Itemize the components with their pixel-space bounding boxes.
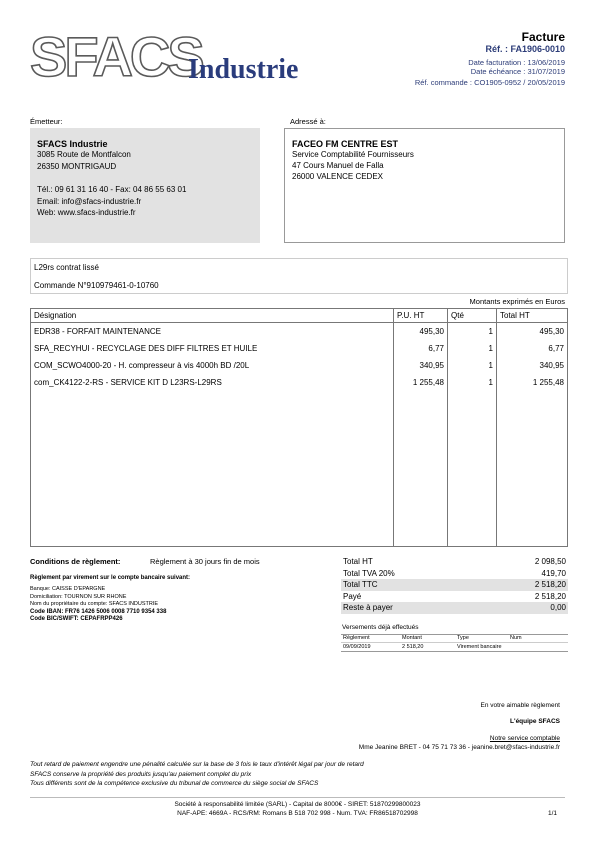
subject-box [30, 258, 568, 294]
recipient-line1: Service Comptabilité Fournisseurs [292, 150, 414, 159]
recipient-line2: 47 Cours Manuel de Falla [292, 161, 384, 170]
payment-date: 09/09/2019 [343, 644, 371, 650]
item-total: 495,30 [497, 323, 568, 341]
payments-col-type: Type [457, 635, 469, 641]
item-unit-price: 340,95 [394, 357, 448, 374]
payment-amount: 2 518,20 [402, 644, 424, 650]
total-ht-value: 2 098,50 [534, 557, 566, 566]
col-total: Total HT [497, 309, 568, 323]
item-unit-price: 6,77 [394, 340, 448, 357]
col-unit-price: P.U. HT [394, 309, 448, 323]
legal-line1: Tout retard de paiement engendre une pénalité calculée sur la base de 3 fois le taux d'intérêt légal par jour de retard [30, 761, 364, 768]
bank-name: Banque: CAISSE D'EPARGNE [30, 586, 106, 592]
item-quantity: 1 [448, 323, 497, 341]
recipient-name: FACEO FM CENTRE EST [292, 139, 399, 149]
subject-line2: Commande N°910979461-0-10760 [34, 281, 159, 290]
footer-divider [30, 797, 565, 798]
table-row [31, 323, 568, 341]
paid-value: 2 518,20 [534, 591, 566, 601]
total-tva-label: Total TVA 20% [343, 568, 395, 578]
recipient-label: Adressé à: [290, 117, 326, 126]
items-table [30, 308, 568, 547]
recipient-line3: 26000 VALENCE CEDEX [292, 172, 384, 181]
legal-line3: Tous différents sont de la compétence exclusive du tribunal de commerce du siège social de SFACS [30, 780, 319, 787]
item-unit-price: 495,30 [394, 323, 448, 341]
payments-title: Versements déjà effectués [342, 624, 419, 631]
bank-domiciliation: Domiciliation: TOURNON SUR RHONE [30, 593, 127, 600]
footer-line1: Société à responsabilité limitée (SARL) - Capital de 8000€ - SIRET: 51870299800023 [174, 801, 421, 808]
legal-line2: SFACS conserve la propriété des produits jusqu'au paiement complet du prix [30, 770, 252, 778]
paid-row [341, 591, 568, 603]
emitter-label: Émetteur: [30, 117, 63, 126]
table-row [31, 340, 568, 357]
bank-bic: Code BIC/SWIFT: CEPAFRPP426 [30, 616, 123, 622]
closing-contact: Mme Jeanine BRET - 04 75 71 73 36 - jeanine.bret@sfacs-industrie.fr [358, 744, 560, 751]
emitter-phone: Tél.: 09 61 31 16 40 - Fax: 04 86 55 63 01 [37, 185, 187, 194]
invoice-date: Date facturation : 13/06/2019 [468, 58, 565, 67]
bank-details [30, 586, 166, 624]
closing-greeting: En votre aimable règlement [480, 702, 560, 709]
item-total: 1 255,48 [497, 374, 568, 547]
item-designation: SFA_RECYHUI - RECYCLAGE DES DIFF FILTRES ET HUILE [31, 340, 394, 357]
payment-type: Virement bancaire [457, 644, 502, 650]
total-ttc-label: Total TTC [343, 580, 378, 589]
emitter-name: SFACS Industrie [37, 139, 108, 149]
emitter-address1: 3085 Route de Montfalcon [37, 150, 131, 159]
totals-box [341, 556, 568, 614]
remaining-row [341, 602, 568, 614]
total-ht-row [341, 556, 568, 568]
total-ht-label: Total HT [343, 557, 373, 566]
bank-owner: Nom du propriétaire du compte: SFACS INDUSTRIE [30, 601, 159, 607]
item-total: 6,77 [497, 340, 568, 357]
col-designation: Désignation [31, 309, 394, 323]
closing-service: Notre service comptable [489, 735, 560, 742]
item-quantity: 1 [448, 357, 497, 374]
payment-conditions-label: Conditions de règlement: [30, 557, 121, 566]
invoice-reference: Réf. : FA1906-0010 [485, 44, 565, 54]
emitter-web: Web: www.sfacs-industrie.fr [37, 208, 136, 217]
item-designation: EDR38 - FORFAIT MAINTENANCE [31, 323, 394, 341]
table-header-row [31, 309, 568, 323]
payments-col-reglement: Règlement [343, 635, 370, 641]
subject-line1: L29rs contrat lissé [34, 263, 99, 272]
item-quantity: 1 [448, 374, 497, 547]
payment-conditions-value: Règlement à 30 jours fin de mois [150, 557, 260, 566]
recipient-box [284, 128, 565, 243]
due-date: Date échéance : 31/07/2019 [470, 67, 565, 76]
page-number: 1/1 [547, 810, 557, 817]
emitter-address2: 26350 MONTRIGAUD [37, 161, 117, 171]
bank-iban: Code IBAN: FR76 1426 5006 0008 7710 9354 338 [30, 608, 167, 615]
paid-label: Payé [343, 591, 362, 601]
remaining-label: Reste à payer [343, 603, 393, 612]
table-row [31, 374, 568, 547]
item-quantity: 1 [448, 340, 497, 357]
total-ttc-row [341, 579, 568, 591]
order-reference: Réf. commande : CO1905-0952 / 20/05/2019 [414, 78, 565, 87]
logo-subtitle: Industrie [188, 54, 299, 85]
legal-notes [30, 760, 364, 789]
footer-line2: NAF-APE: 4669A - RCS/RM: Romans B 518 702 998 - Num. TVA: FR86518702998 [177, 810, 418, 817]
total-tva-value: 419,70 [541, 568, 566, 578]
total-tva-row [341, 568, 568, 580]
emitter-box [30, 128, 260, 243]
closing-team: L'équipe SFACS [510, 718, 560, 725]
item-designation: com_CK4122-2-RS - SERVICE KIT D L23RS-L29RS [31, 374, 394, 547]
payments-table [341, 634, 568, 652]
remaining-value: 0,00 [550, 603, 566, 612]
logo-text: SFACS [30, 25, 202, 88]
total-ttc-value: 2 518,20 [534, 580, 566, 589]
document-title: Facture [521, 30, 565, 44]
item-designation: COM_SCWO4000-20 - H. compresseur à vis 4000h BD /20L [31, 357, 394, 374]
company-logo [30, 25, 330, 90]
item-total: 340,95 [497, 357, 568, 374]
currency-note: Montants exprimés en Euros [469, 297, 565, 306]
payments-col-montant: Montant [402, 635, 422, 641]
payments-row [341, 643, 568, 651]
payments-header [341, 635, 568, 643]
table-row [31, 357, 568, 374]
emitter-email: Email: info@sfacs-industrie.fr [37, 196, 142, 206]
payments-col-num: Num [510, 635, 522, 641]
transfer-title: Règlement par virement sur le compte bancaire suivant: [30, 575, 191, 581]
col-quantity: Qté [448, 309, 497, 323]
item-unit-price: 1 255,48 [394, 374, 448, 547]
